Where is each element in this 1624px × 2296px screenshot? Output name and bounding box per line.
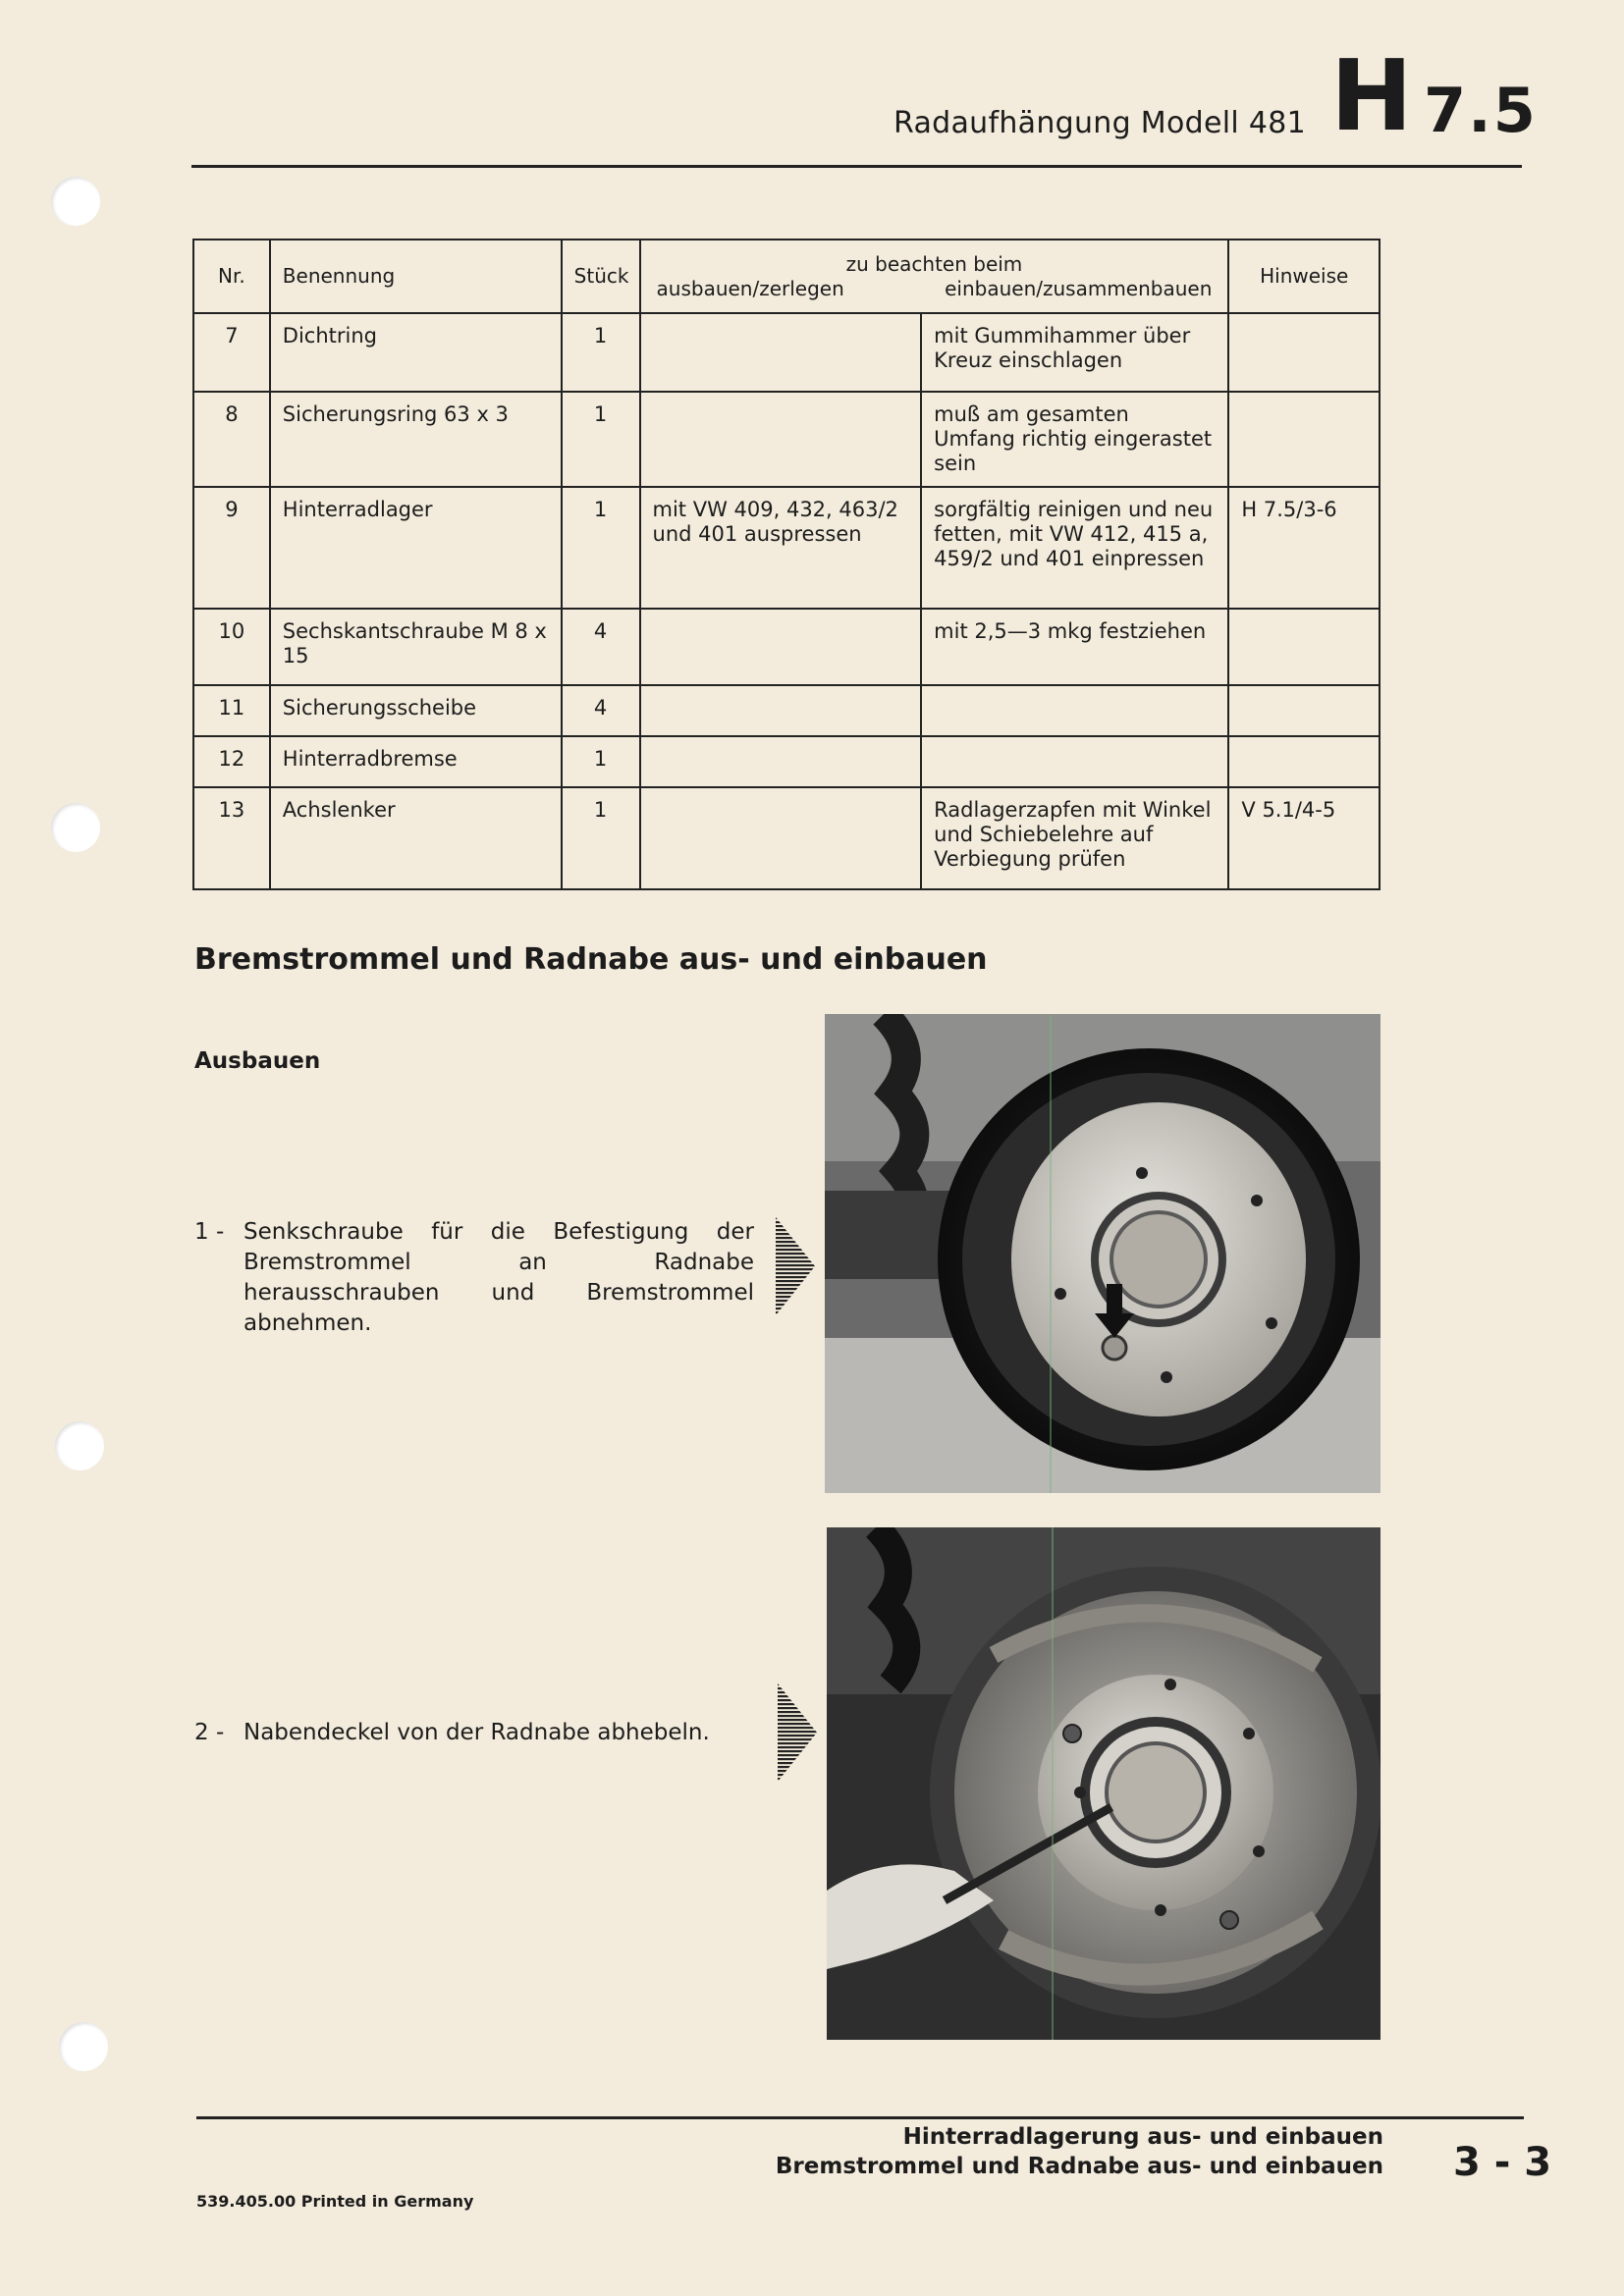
- section-heading: Bremstrommel und Radnabe aus- und einbauen: [194, 942, 988, 977]
- cell-hinweise: [1228, 736, 1380, 787]
- cell-ausbauen: [640, 313, 922, 392]
- cell-einbauen: [921, 685, 1228, 736]
- cell-benennung: Achslenker: [270, 787, 562, 889]
- cell-nr: 10: [193, 609, 270, 685]
- cell-benennung: Sicherungsscheibe: [270, 685, 562, 736]
- table-row: [193, 487, 1380, 609]
- pointer-arrow-icon: [776, 1217, 815, 1315]
- table-row: [193, 685, 1380, 736]
- table-row: [193, 313, 1380, 392]
- cell-stueck: 4: [562, 609, 640, 685]
- cell-benennung: Hinterradbremse: [270, 736, 562, 787]
- cell-einbauen: sorgfältig reinigen und neu fetten, mit VW 412, 415 a, 459/2 und 401 einpressen: [921, 487, 1228, 609]
- cell-einbauen: mit Gummihammer über Kreuz einschlagen: [921, 313, 1228, 392]
- header-stueck: Stück: [562, 240, 640, 313]
- cell-nr: 7: [193, 313, 270, 392]
- sub-heading: Ausbauen: [194, 1048, 321, 1074]
- page-title: Radaufhängung Modell 481: [893, 106, 1306, 140]
- cell-hinweise: V 5.1/4-5: [1228, 787, 1380, 889]
- cell-stueck: 4: [562, 685, 640, 736]
- cell-stueck: 1: [562, 487, 640, 609]
- header-rule: [191, 165, 1522, 168]
- header-nr: Nr.: [193, 240, 270, 313]
- brake-drum-image: [825, 1014, 1380, 1493]
- section-number: 7.5: [1424, 75, 1538, 146]
- header-group: [640, 240, 1229, 313]
- parts-table: [192, 239, 1380, 890]
- table-row: [193, 787, 1380, 889]
- cell-ausbauen: [640, 736, 922, 787]
- cell-nr: 9: [193, 487, 270, 609]
- cell-hinweise: [1228, 685, 1380, 736]
- cell-hinweise: [1228, 313, 1380, 392]
- hub-image: [827, 1527, 1380, 2040]
- header-ausbauen: ausbauen/zerlegen: [656, 276, 844, 300]
- step-text: Senkschraube für die Befestigung der Bremstrommel an Radnabe herausschrauben und Bremstrommel abnehmen.: [244, 1219, 754, 1336]
- cell-ausbauen: [640, 685, 922, 736]
- table-row: [193, 609, 1380, 685]
- cell-nr: 8: [193, 392, 270, 487]
- cell-einbauen: Radlagerzapfen mit Winkel und Schiebelehre auf Verbiegung prüfen: [921, 787, 1228, 889]
- punch-hole: [55, 1421, 104, 1470]
- footer-topic-1: Hinterradlagerung aus- und einbauen: [902, 2124, 1383, 2150]
- cell-nr: 12: [193, 736, 270, 787]
- cell-ausbauen: [640, 609, 922, 685]
- step-number: 2 -: [194, 1720, 225, 1745]
- cell-ausbauen: [640, 787, 922, 889]
- punch-hole: [51, 177, 100, 226]
- cell-einbauen: [921, 736, 1228, 787]
- punch-hole: [59, 2022, 108, 2071]
- cell-benennung: Dichtring: [270, 313, 562, 392]
- step-text: Nabendeckel von der Radnabe abhebeln.: [244, 1720, 710, 1745]
- table-header-row: [193, 240, 1380, 313]
- cell-stueck: 1: [562, 736, 640, 787]
- header-einbauen: einbauen/zusammenbauen: [945, 276, 1213, 300]
- cell-ausbauen: [640, 392, 922, 487]
- photo-hub-cap-removal: [827, 1527, 1380, 2040]
- cell-ausbauen: mit VW 409, 432, 463/2 und 401 auspressen: [640, 487, 922, 609]
- header-hinweise: Hinweise: [1228, 240, 1380, 313]
- footer-rule: [196, 2116, 1524, 2119]
- cell-nr: 13: [193, 787, 270, 889]
- cell-einbauen: muß am gesamten Umfang richtig eingerastet sein: [921, 392, 1228, 487]
- page-number: 3 - 3: [1453, 2140, 1552, 2185]
- print-info: 539.405.00 Printed in Germany: [196, 2192, 474, 2211]
- cell-benennung: Sicherungsring 63 x 3: [270, 392, 562, 487]
- footer-topic-2: Bremstrommel und Radnabe aus- und einbauen: [775, 2154, 1383, 2179]
- step-number: 1 -: [194, 1219, 225, 1245]
- cell-benennung: Hinterradlager: [270, 487, 562, 609]
- table-row: [193, 392, 1380, 487]
- header-benennung: Benennung: [270, 240, 562, 313]
- cell-nr: 11: [193, 685, 270, 736]
- cell-stueck: 1: [562, 787, 640, 889]
- header-group-label: zu beachten beim: [845, 251, 1023, 276]
- section-letter: H: [1330, 38, 1413, 153]
- cell-hinweise: H 7.5/3-6: [1228, 487, 1380, 609]
- cell-stueck: 1: [562, 392, 640, 487]
- table-row: [193, 736, 1380, 787]
- punch-hole: [51, 803, 100, 852]
- cell-hinweise: [1228, 392, 1380, 487]
- photo-brake-drum: [825, 1014, 1380, 1493]
- cell-benennung: Sechskantschraube M 8 x 15: [270, 609, 562, 685]
- cell-einbauen: mit 2,5—3 mkg festziehen: [921, 609, 1228, 685]
- cell-hinweise: [1228, 609, 1380, 685]
- cell-stueck: 1: [562, 313, 640, 392]
- pointer-arrow-icon: [778, 1683, 817, 1782]
